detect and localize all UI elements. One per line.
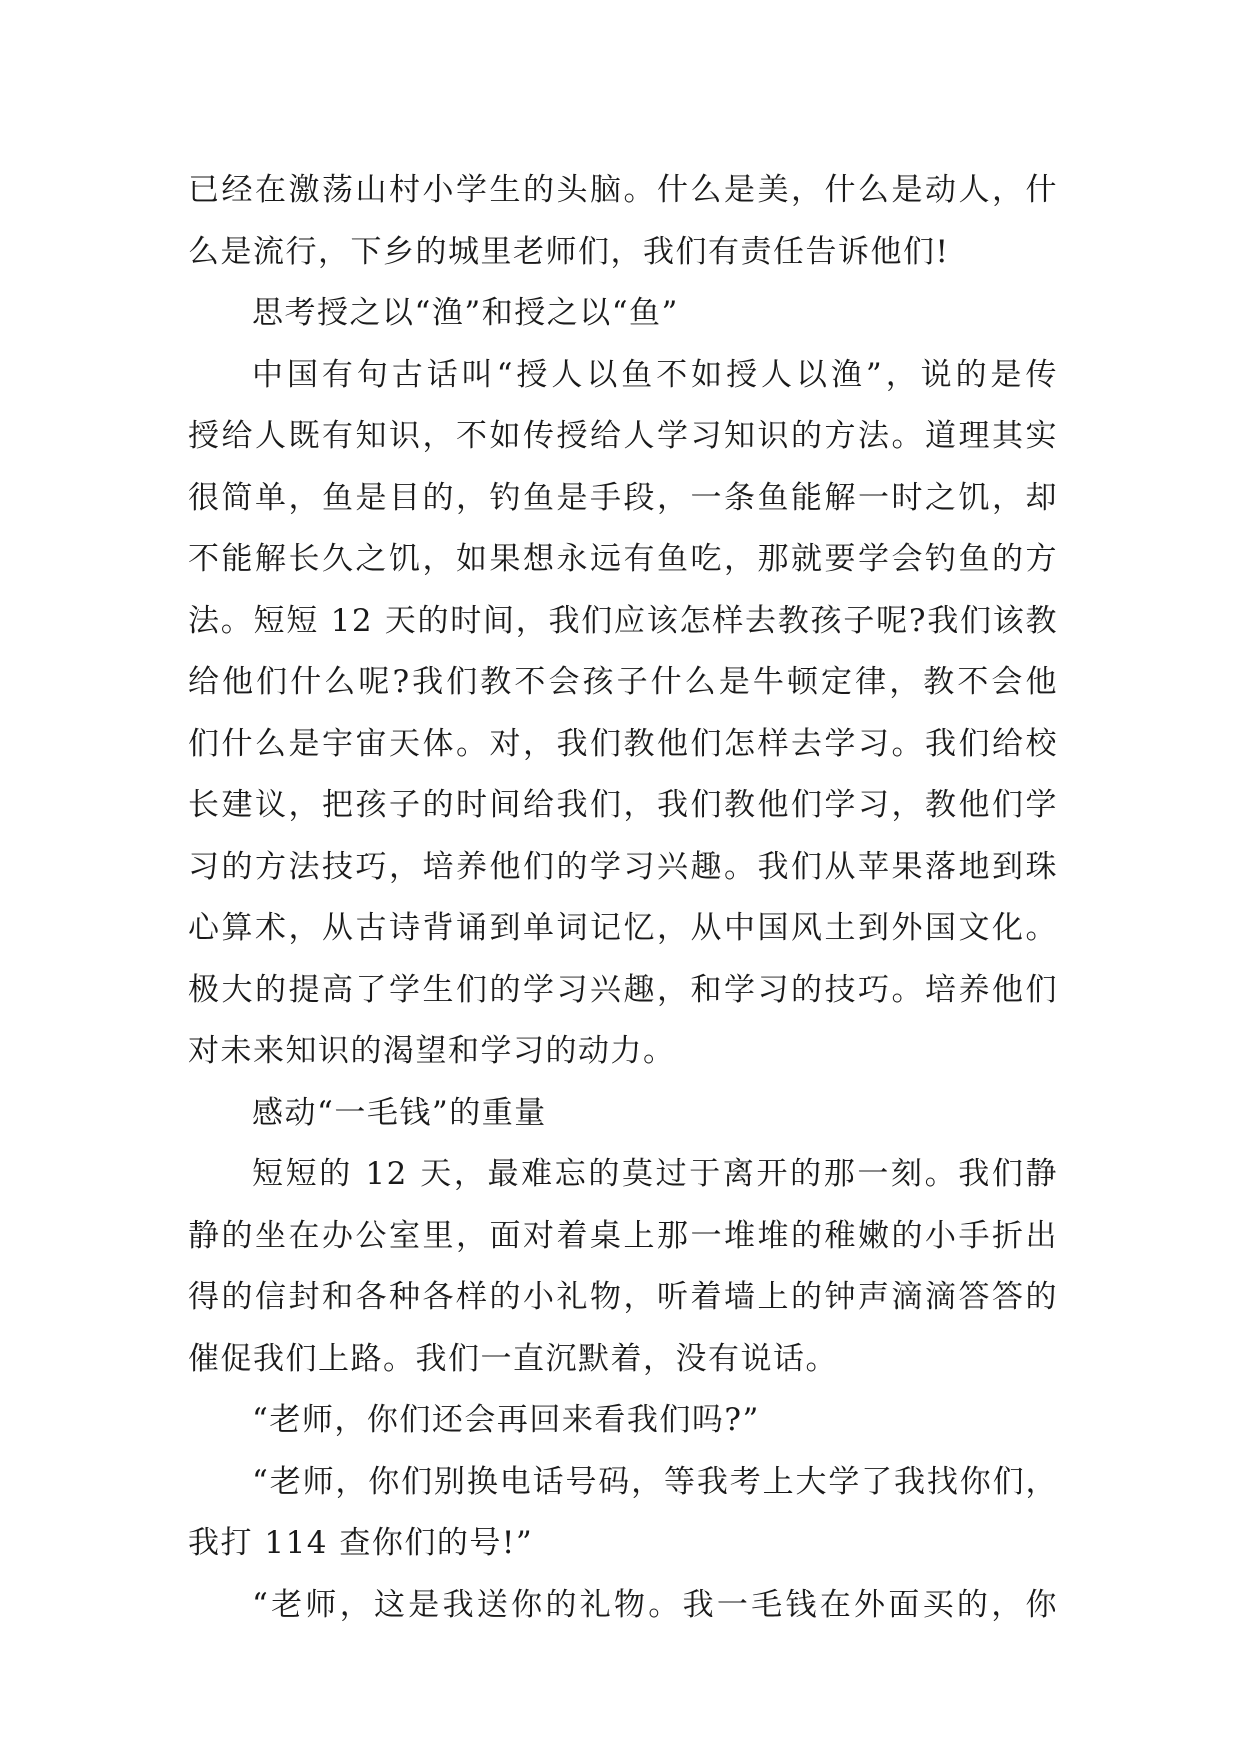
dialogue-line: “老师，你们别换电话号码，等我考上大学了我找你们，: [252, 1463, 1058, 1500]
text-line: 静的坐在办公室里，面对着桌上那一堆堆的稚嫩的小手折出: [188, 1217, 1058, 1254]
text-line: 已经在激荡山村小学生的头脑。什么是美，什么是动人，什: [188, 172, 1058, 208]
text-line: 么是流行，下乡的城里老师们，我们有责任告诉他们!: [188, 233, 950, 270]
text-line: 习的方法技巧，培养他们的学习兴趣。我们从苹果落地到珠: [188, 848, 1058, 885]
text-line: 很简单，鱼是目的，钓鱼是手段，一条鱼能解一时之饥，却: [188, 479, 1058, 516]
section-heading: 思考授之以“渔”和授之以“鱼”: [252, 295, 679, 331]
text-line: 对未来知识的渴望和学习的动力。: [188, 1033, 676, 1069]
dialogue-line: “老师，你们还会再回来看我们吗?”: [252, 1402, 760, 1438]
text-line: 催促我们上路。我们一直沉默着，没有说话。: [188, 1340, 838, 1377]
text-line: 极大的提高了学生们的学习兴趣，和学习的技巧。培养他们: [188, 971, 1058, 1008]
text-line: 得的信封和各种各样的小礼物，听着墙上的钟声滴滴答答的: [188, 1279, 1058, 1315]
document-page: [188, 160, 1058, 1636]
text-line: 中国有句古话叫“授人以鱼不如授人以渔”，说的是传: [252, 356, 1058, 393]
text-line: 们什么是宇宙天体。对，我们教他们怎样去学习。我们给校: [188, 725, 1058, 762]
text-line: 给他们什么呢?我们教不会孩子什么是牛顿定律，教不会他: [188, 664, 1058, 700]
section-heading: 感动“一毛钱”的重量: [252, 1094, 547, 1131]
text-line: 不能解长久之饥，如果想永远有鱼吃，那就要学会钓鱼的方: [188, 541, 1058, 577]
text-line: 心算术，从古诗背诵到单词记忆，从中国风土到外国文化。: [188, 910, 1058, 946]
text-line: 法。短短 12 天的时间，我们应该怎样去教孩子呢?我们该教: [188, 602, 1058, 639]
dialogue-line: “老师，这是我送你的礼物。我一毛钱在外面买的，你: [252, 1586, 1058, 1623]
text-line: 短短的 12 天，最难忘的莫过于离开的那一刻。我们静: [252, 1156, 1058, 1192]
text-line: 长建议，把孩子的时间给我们，我们教他们学习，教他们学: [188, 787, 1058, 823]
dialogue-line: 我打 114 查你们的号!”: [188, 1525, 534, 1561]
text-line: 授给人既有知识，不如传授给人学习知识的方法。道理其实: [188, 418, 1058, 454]
